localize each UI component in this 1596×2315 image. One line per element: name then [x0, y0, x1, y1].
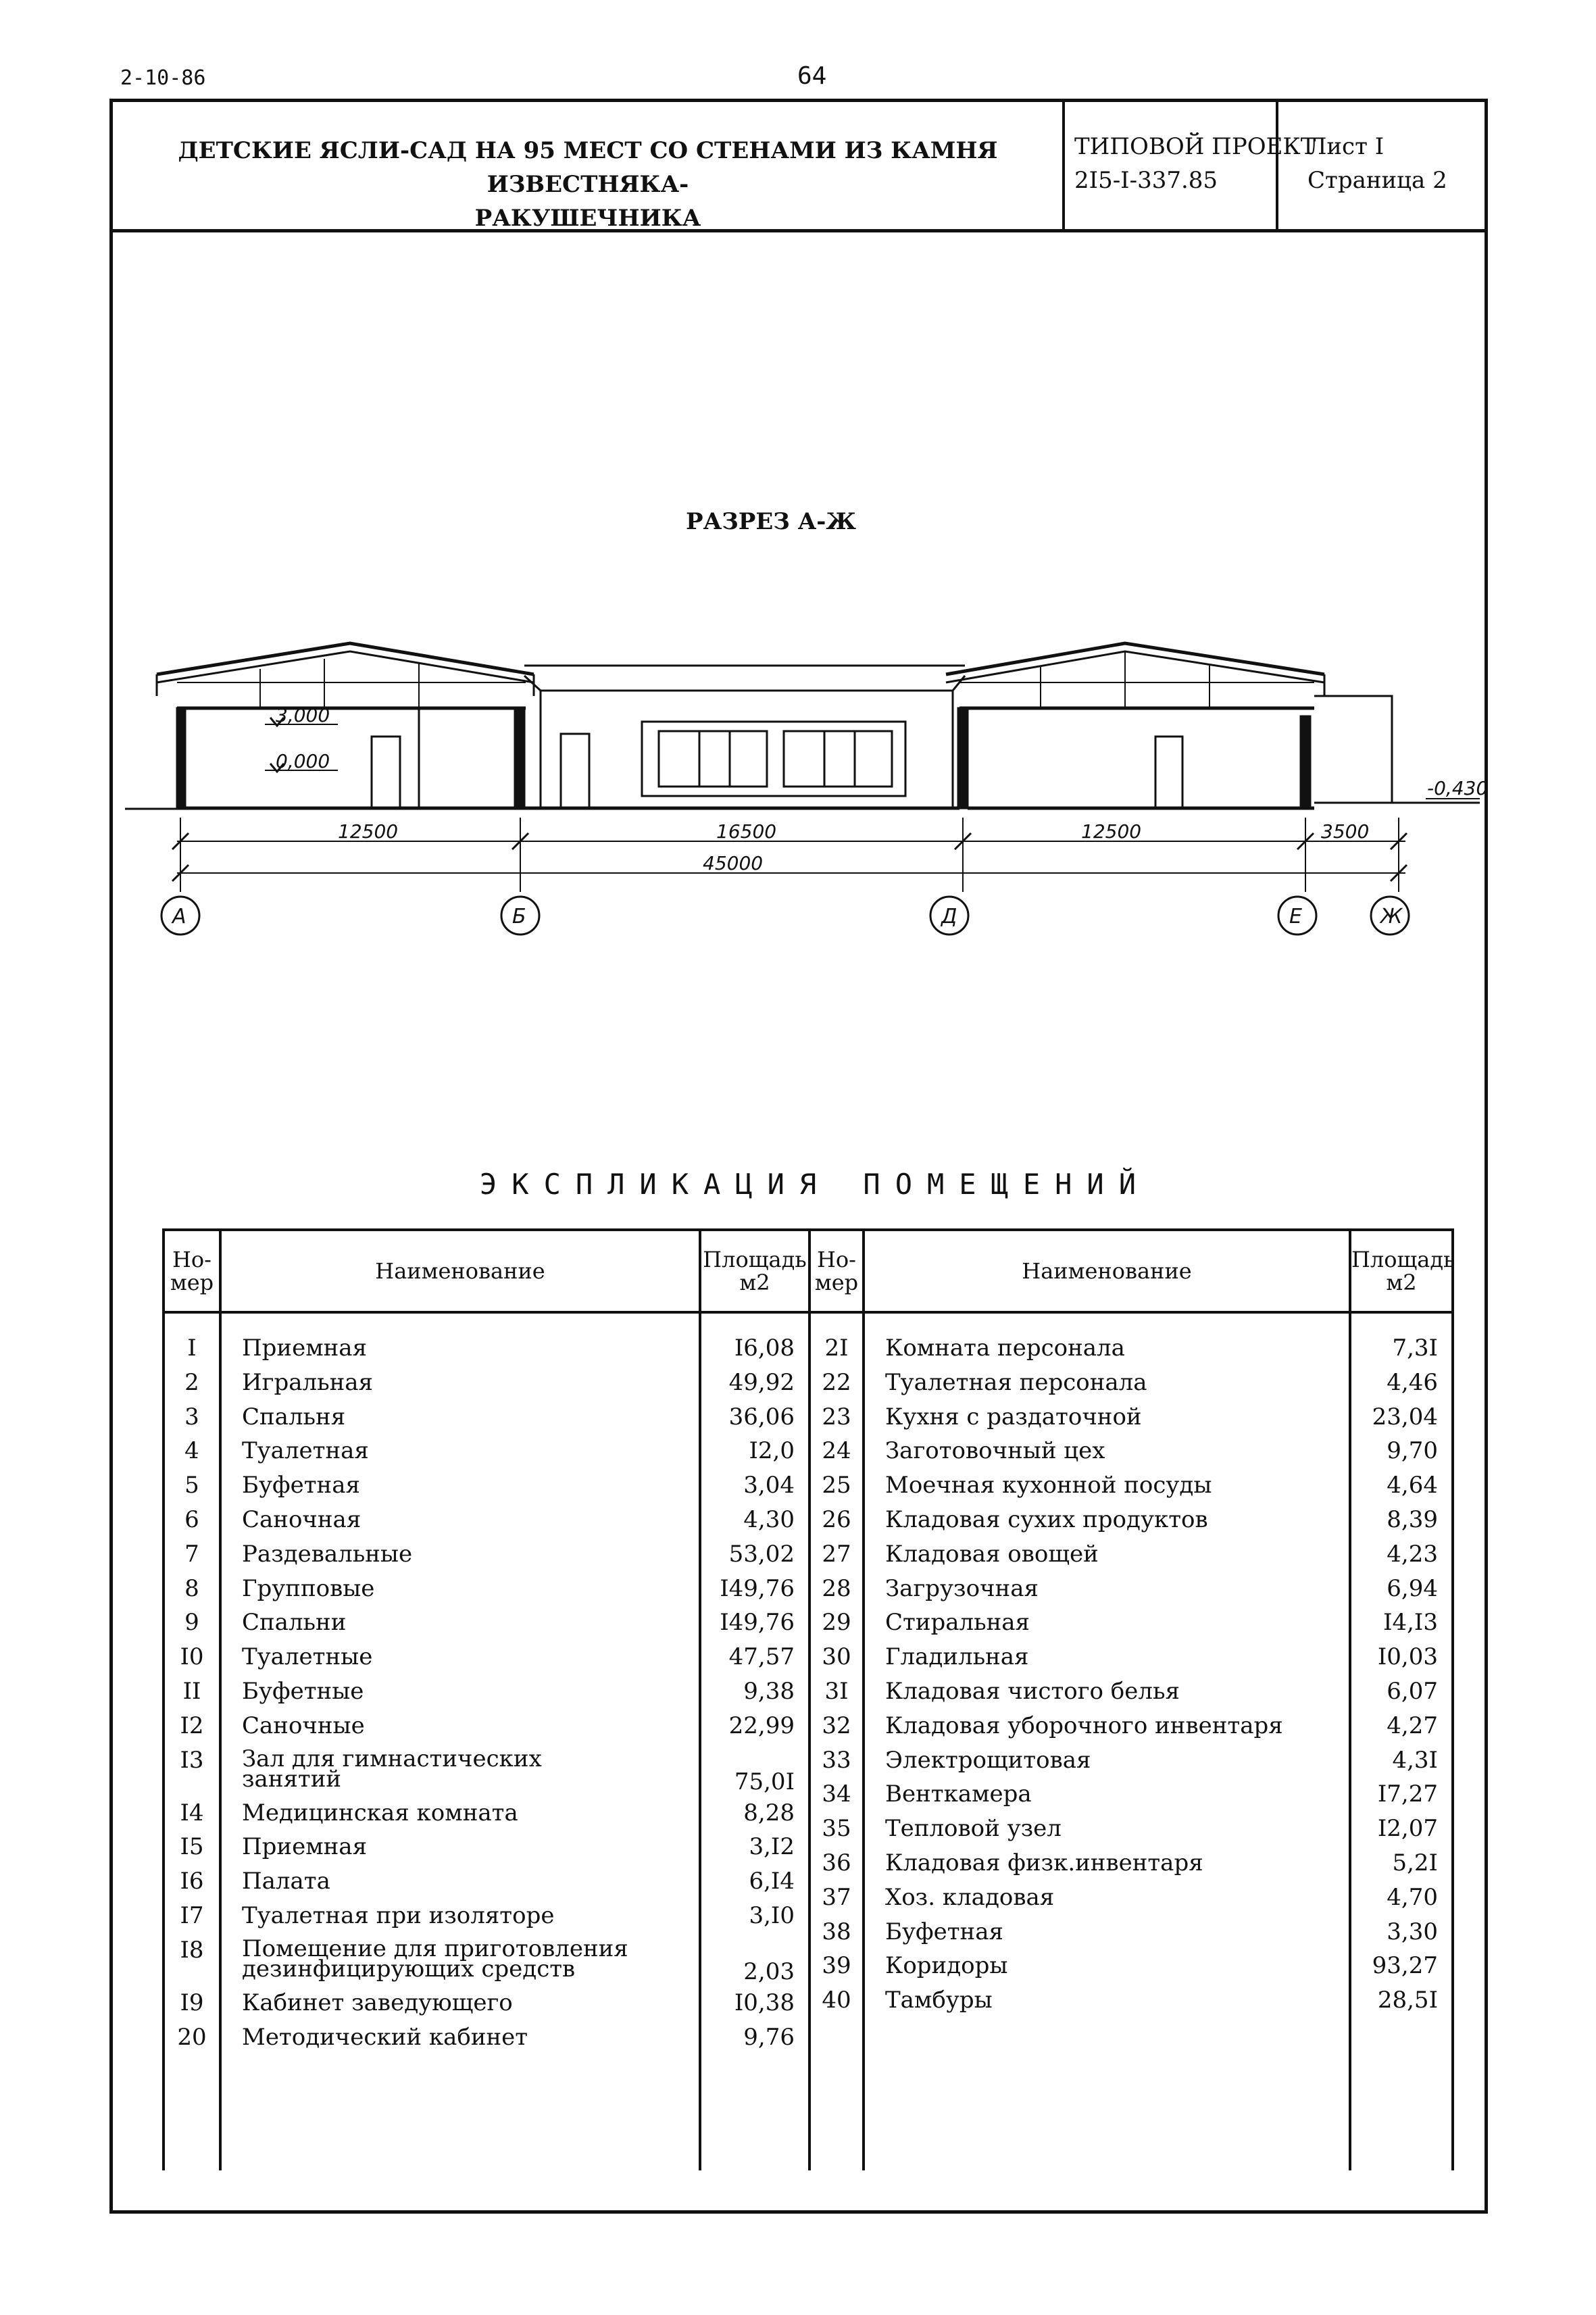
right-area-column	[1350, 1312, 1453, 2170]
room-area: 4,23	[1387, 1540, 1438, 1568]
room-name: Буфетная	[885, 1918, 1003, 1945]
room-number: 25	[822, 1472, 851, 1499]
room-number: 9	[184, 1609, 199, 1637]
room-area: 3,04	[743, 1472, 795, 1499]
sheet-number: Лист I	[1307, 133, 1385, 160]
room-area: I2,07	[1377, 1815, 1438, 1843]
room-name: Саночная	[242, 1505, 361, 1533]
room-name: Раздевальные	[242, 1540, 413, 1568]
room-name: Заготовочный цех	[885, 1437, 1105, 1465]
project-title-line: РАКУШЕЧНИКА	[474, 205, 701, 232]
document-code: 2-10-86	[120, 66, 206, 90]
column-header-name: Наименование	[220, 1230, 700, 1312]
dimension-label: 12500	[1081, 820, 1142, 843]
column-header-num: Но- мер	[164, 1230, 220, 1312]
room-area: 47,57	[728, 1643, 795, 1671]
project-code-value: 2I5-I-337.85	[1074, 167, 1218, 194]
room-name: Приемная	[242, 1335, 368, 1362]
level-upper: 3,000	[276, 704, 330, 726]
room-number: 3	[184, 1403, 199, 1430]
room-name: Кладовая сухих продуктов	[885, 1505, 1208, 1533]
dimension-label: 16500	[716, 820, 777, 843]
room-area: 9,38	[743, 1677, 795, 1705]
column-header-area: Площадь м2	[700, 1230, 809, 1312]
room-number: 39	[822, 1952, 851, 1980]
room-area: I49,76	[720, 1609, 795, 1637]
room-name: Спальня	[242, 1403, 346, 1430]
project-code-label: ТИПОВОЙ ПРОЕКТ	[1074, 133, 1316, 160]
room-name: Тепловой узел	[885, 1815, 1062, 1843]
room-area: 6,94	[1387, 1574, 1438, 1602]
room-name: Туалетная персонала	[885, 1368, 1147, 1396]
room-name: Кладовая чистого белья	[885, 1677, 1180, 1705]
room-number: 34	[822, 1781, 851, 1808]
room-name: Групповые	[242, 1574, 375, 1602]
room-number: II	[182, 1677, 201, 1705]
room-number	[165, 1933, 219, 1986]
room-name: Кладовая уборочного инвентаря	[885, 1712, 1283, 1739]
room-area: 3,30	[1387, 1918, 1438, 1945]
table-body-row	[164, 1312, 1453, 2170]
room-area: I49,76	[720, 1574, 795, 1602]
right-name-column	[864, 1312, 1350, 2170]
explication-title: ЭКСПЛИКАЦИЯ ПОМЕЩЕНИЙ	[480, 1168, 1151, 1201]
room-area: 93,27	[1372, 1952, 1438, 1980]
room-name: Гладильная	[885, 1643, 1029, 1671]
room-number: 4	[184, 1437, 199, 1465]
room-area: 49,92	[728, 1368, 795, 1396]
room-area: 28,5I	[1377, 1987, 1438, 2014]
project-title-line: ДЕТСКИЕ ЯСЛИ-САД НА 95 МЕСТ СО СТЕНАМИ ИЗ КАМНЯ ИЗВЕСТНЯКА-	[178, 137, 998, 198]
room-name: Комната персонала	[885, 1335, 1125, 1362]
room-area: 8,39	[1387, 1505, 1438, 1533]
column-header-num: Но- мер	[809, 1230, 864, 1312]
room-name: Буфетные	[242, 1677, 364, 1705]
left-area-column	[700, 1312, 809, 2170]
room-name: Туалетная при изоляторе	[242, 1901, 555, 1929]
room-area: 22,99	[728, 1712, 795, 1739]
room-name: Методический кабинет	[242, 2023, 528, 2051]
dimension-label: 3500	[1321, 820, 1370, 843]
room-number: 35	[822, 1815, 851, 1843]
left-name-column	[220, 1312, 700, 2170]
room-area: I0,03	[1377, 1643, 1438, 1671]
room-name: Палата	[242, 1868, 330, 1895]
room-name: Моечная кухонной посуды	[885, 1472, 1212, 1499]
room-number: 26	[822, 1505, 851, 1533]
room-name	[242, 1743, 699, 1796]
room-name: Тамбуры	[885, 1987, 993, 2014]
room-number: I7	[180, 1901, 204, 1929]
room-name: Туалетные	[242, 1643, 373, 1671]
room-number: 24	[822, 1437, 851, 1465]
room-number: 38	[822, 1918, 851, 1945]
room-area: 4,27	[1387, 1712, 1438, 1739]
left-num-column	[164, 1312, 220, 2170]
room-area: I2,0	[749, 1437, 795, 1465]
room-name: Хоз. кладовая	[885, 1883, 1055, 1911]
room-name: Кухня с раздаточной	[885, 1403, 1142, 1430]
level-zero: 0,000	[276, 750, 330, 772]
column-header-area: Площадь м2	[1350, 1230, 1453, 1312]
room-area: 8,28	[743, 1799, 795, 1826]
room-name-line: занятий	[242, 1765, 342, 1793]
room-number: 23	[822, 1403, 851, 1430]
room-number: 3I	[824, 1677, 849, 1705]
room-area: I6,08	[734, 1335, 795, 1362]
room-area: 4,46	[1387, 1368, 1438, 1396]
room-number: 29	[822, 1609, 851, 1637]
room-number: 32	[822, 1712, 851, 1739]
room-number-text: I8	[180, 1936, 204, 1964]
room-area: 3,I2	[749, 1833, 795, 1861]
axis-label: Д	[941, 905, 957, 928]
room-area	[701, 1743, 795, 1796]
room-name-line: Помещение для приготовления	[242, 1935, 628, 1962]
room-number: I6	[180, 1868, 204, 1895]
room-name: Буфетная	[242, 1472, 360, 1499]
axis-label: Б	[512, 905, 526, 928]
room-name: Стиральная	[885, 1609, 1030, 1637]
room-number: 37	[822, 1883, 851, 1911]
building-section-drawing	[0, 0, 1596, 1014]
room-area: 7,3I	[1392, 1335, 1438, 1362]
room-area	[701, 1933, 795, 1986]
room-name: Электрощитовая	[885, 1746, 1091, 1774]
right-num-column	[809, 1312, 864, 2170]
room-name-line: дезинфицирующих средств	[242, 1955, 576, 1983]
room-area: I7,27	[1377, 1781, 1438, 1808]
axis-label: А	[172, 905, 186, 928]
room-name: Туалетная	[242, 1437, 369, 1465]
column-header-name: Наименование	[864, 1230, 1350, 1312]
room-number: 5	[184, 1472, 199, 1499]
room-number: I2	[180, 1712, 204, 1739]
page-label: Страница 2	[1307, 167, 1447, 194]
explication-table	[162, 1228, 1454, 2170]
room-area: 4,3I	[1392, 1746, 1438, 1774]
section-title: РАЗРЕЗ А-Ж	[686, 508, 857, 535]
room-area: 4,70	[1387, 1883, 1438, 1911]
axis-label: Е	[1289, 905, 1302, 928]
room-name: Медицинская комната	[242, 1799, 518, 1826]
table-header-row	[164, 1230, 1453, 1312]
room-area: 4,30	[743, 1505, 795, 1533]
room-area: 6,I4	[749, 1868, 795, 1895]
room-number-text: I3	[180, 1746, 204, 1774]
room-number: I9	[180, 1989, 204, 2016]
room-name: Венткамера	[885, 1781, 1032, 1808]
room-number: 2	[184, 1368, 199, 1396]
room-area: 9,70	[1387, 1437, 1438, 1465]
room-area: 3,I0	[749, 1901, 795, 1929]
room-number	[165, 1743, 219, 1796]
level-ground: -0,430	[1427, 777, 1489, 799]
room-area: I4,I3	[1383, 1609, 1438, 1637]
room-number: 22	[822, 1368, 851, 1396]
room-number: 36	[822, 1849, 851, 1876]
room-area: 5,2I	[1392, 1849, 1438, 1876]
room-area: I0,38	[734, 1989, 795, 2016]
room-area-text: 2,03	[743, 1958, 795, 1985]
room-number: I5	[180, 1833, 204, 1861]
room-number: I	[187, 1335, 197, 1362]
room-number: 6	[184, 1505, 199, 1533]
room-name: Приемная	[242, 1833, 368, 1861]
room-name: Кладовая физк.инвентаря	[885, 1849, 1203, 1876]
room-name: Коридоры	[885, 1952, 1008, 1980]
room-number: 33	[822, 1746, 851, 1774]
room-area: 9,76	[743, 2023, 795, 2051]
room-name: Загрузочная	[885, 1574, 1039, 1602]
room-number: 27	[822, 1540, 851, 1568]
room-name: Кладовая овощей	[885, 1540, 1099, 1568]
room-area: 53,02	[728, 1540, 795, 1568]
room-number: I0	[180, 1643, 204, 1671]
room-number: 28	[822, 1574, 851, 1602]
room-name: Кабинет заведующего	[242, 1989, 513, 2016]
room-name: Игральная	[242, 1368, 373, 1396]
room-name: Спальни	[242, 1609, 347, 1637]
dimension-label: 12500	[338, 820, 399, 843]
room-area-text: 75,0I	[734, 1768, 795, 1795]
room-number: 30	[822, 1643, 851, 1671]
total-dimension-label: 45000	[703, 852, 764, 874]
room-name-line: Зал для гимнастических	[242, 1745, 542, 1772]
axis-label: Ж	[1380, 905, 1403, 928]
room-name: Саночные	[242, 1712, 365, 1739]
room-number: 7	[184, 1540, 199, 1568]
room-area: 36,06	[728, 1403, 795, 1430]
room-number: 40	[822, 1987, 851, 2014]
room-number: 2I	[824, 1335, 849, 1362]
page-number: 64	[797, 62, 827, 90]
room-number: 20	[177, 2023, 207, 2051]
room-area: 6,07	[1387, 1677, 1438, 1705]
room-name	[242, 1933, 699, 1986]
room-area: 4,64	[1387, 1472, 1438, 1499]
room-area: 23,04	[1372, 1403, 1438, 1430]
room-number: 8	[184, 1574, 199, 1602]
room-number: I4	[180, 1799, 204, 1826]
